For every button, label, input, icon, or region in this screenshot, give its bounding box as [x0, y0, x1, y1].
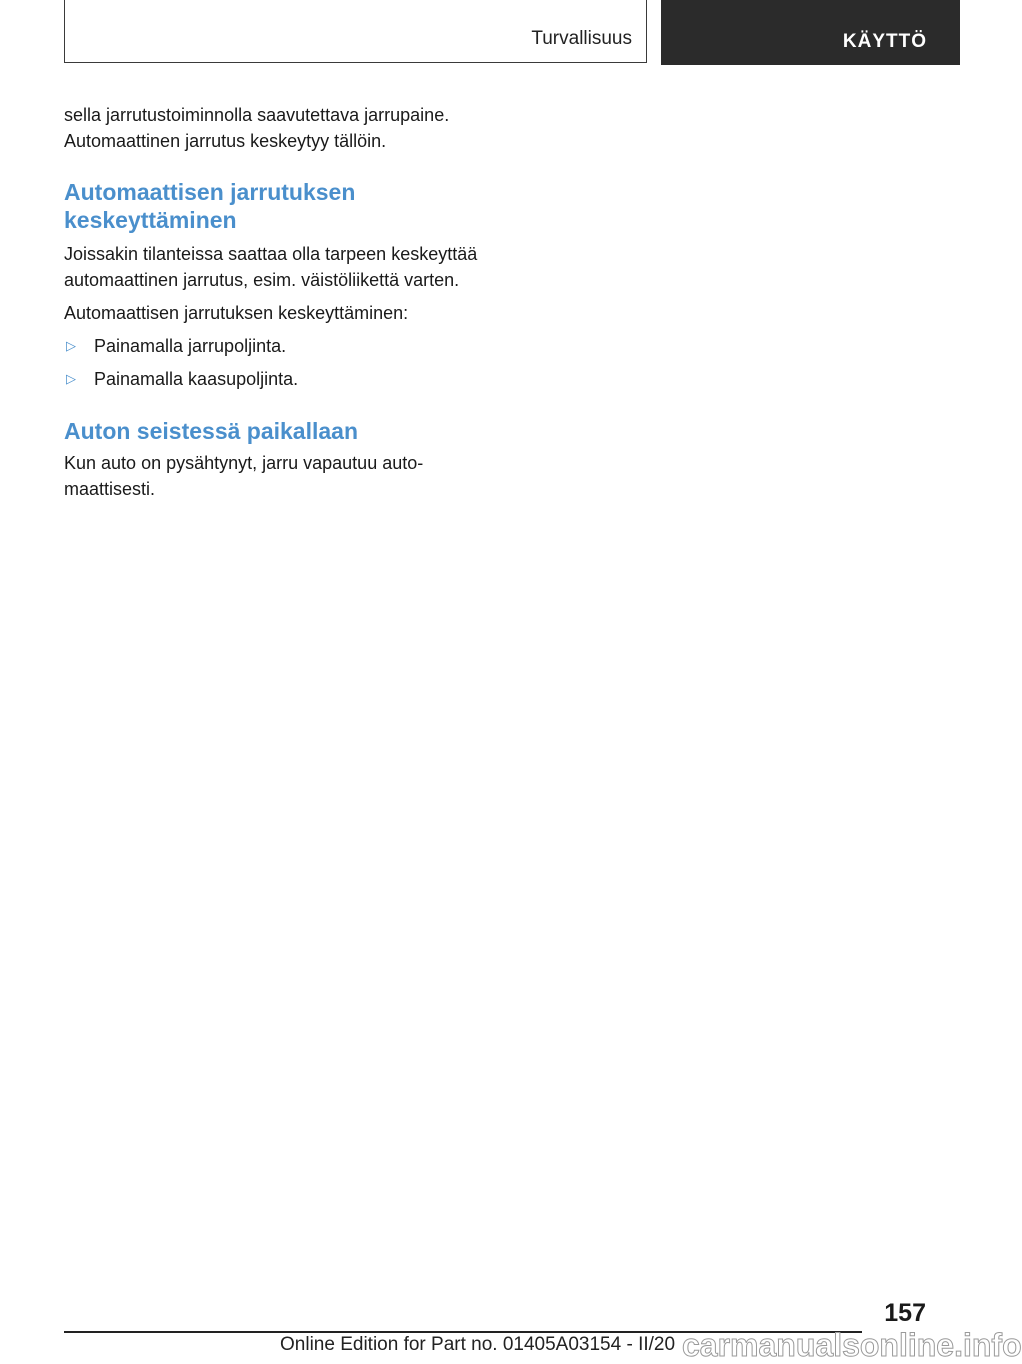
- page-number: 157: [884, 1299, 926, 1327]
- paragraph-intro: sella jarrutustoiminnolla saavutettava jarrupaine. Automaattinen jarrutus keskeytyy tällöin.: [64, 105, 450, 151]
- footer-edition-text: Online Edition for Part no. 01405A03154 - II/20: [280, 1334, 676, 1355]
- triangle-right-icon: ▷: [66, 371, 76, 386]
- list-item: [64, 333, 494, 359]
- list-item-text: Painamalla jarrupoljinta.: [94, 336, 287, 356]
- header-chapter-title: KÄYTTÖ: [842, 31, 927, 52]
- list-item-text: Painamalla kaasupoljinta.: [94, 369, 299, 389]
- header-chapter-tab: [661, 0, 960, 65]
- triangle-right-icon: ▷: [66, 338, 76, 353]
- main-content: [64, 102, 494, 502]
- header-section-title: Turvallisuus: [531, 28, 632, 49]
- list-item: [64, 366, 494, 392]
- header-section-box: [64, 0, 647, 63]
- watermark-logo: carmanualsonline.info: [682, 1327, 1022, 1363]
- heading-standstill: Auton seistessä paikallaan: [64, 418, 359, 444]
- paragraph-cancel-intro: Joissakin tilanteissa saattaa olla tarpeen keskeyttää automaattinen jarrutus, esim. väistöliikettä varten.: [64, 244, 478, 290]
- bullet-list: [64, 333, 494, 392]
- paragraph-cancel-steps: Automaattisen jarrutuksen keskeyttäminen:: [64, 303, 409, 323]
- heading-cancel-braking: Automaattisen jarrutuksen keskeyttäminen: [64, 179, 356, 233]
- paragraph-standstill: Kun auto on pysähtynyt, jarru vapautuu automaattisesti.: [64, 453, 424, 499]
